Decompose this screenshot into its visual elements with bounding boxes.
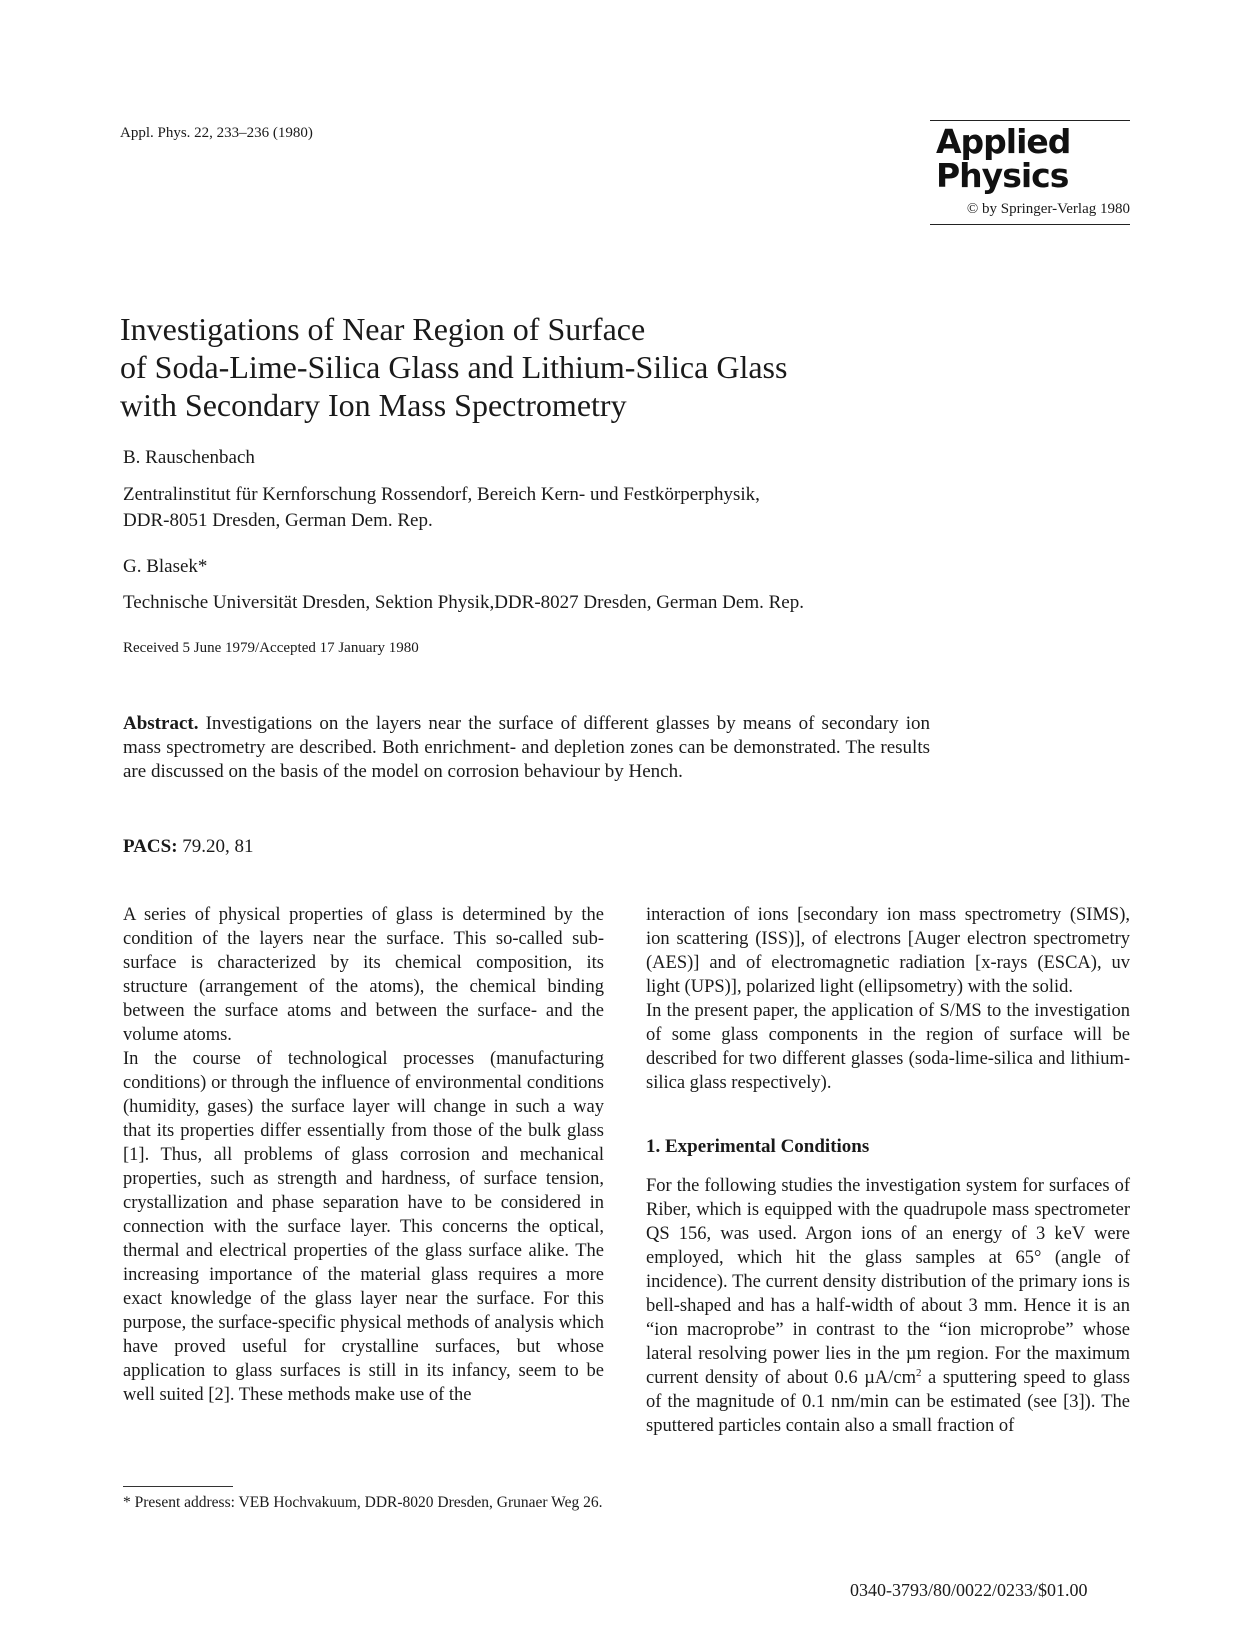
affiliation-2: Technische Universität Dresden, Sektion Physik,DDR-8027 Dresden, German Dem. Rep. xyxy=(123,592,804,613)
pacs-value: 79.20, 81 xyxy=(177,836,254,857)
footnote: * Present address: VEB Hochvakuum, DDR-8020 Dresden, Grunaer Weg 26. xyxy=(123,1494,603,1511)
title-line-3: with Secondary Ion Mass Spectrometry xyxy=(120,387,627,423)
affiliation-1-line-1: Zentralinstitut für Kernforschung Rossendorf, Bereich Kern- und Festkörperphysik, xyxy=(123,484,760,505)
body-paragraph-5 xyxy=(646,1174,1130,1438)
footnote-rule xyxy=(123,1486,233,1487)
author-1: B. Rauschenbach xyxy=(123,447,255,468)
title-line-1: Investigations of Near Region of Surface xyxy=(120,311,646,347)
body-paragraph-4: In the present paper, the application of S/MS to the investigation of some glass components in the region of surface will be described for two different glasses (soda-lime-silica and lithium-silica glass respectively). xyxy=(646,1001,1130,1093)
header-rule-bottom xyxy=(930,224,1130,225)
superscript: 2 xyxy=(916,1366,922,1379)
header-rule-top xyxy=(930,120,1130,121)
copyright-notice: © by Springer-Verlag 1980 xyxy=(966,201,1130,217)
author-2: G. Blasek* xyxy=(123,556,208,577)
journal-logo-line2: Physics xyxy=(936,156,1069,195)
section-heading: 1. Experimental Conditions xyxy=(646,1136,870,1157)
journal-logo xyxy=(936,122,1130,195)
paragraph-5-part-a: For the following studies the investigation system for surfaces of Riber, which is equipped with the quadrupole mass spectrometer QS 156, was used. Argon ions of an energy of 3 keV were employed, which hit the glass samples at 65° (angle of incidence). The current density distribution of the primary ions is bell-shaped and has a half-width of about 3 mm. Hence it is an “ion macroprobe” in contrast to the “ion microprobe” whose lateral resolving power lies in the µm region. For the maximum current density of about 0.6 µA/cm xyxy=(646,1176,1130,1388)
journal-logo-line1: Applied xyxy=(936,122,1071,161)
article-title xyxy=(120,310,1020,424)
section-heading-wrap xyxy=(646,1136,1130,1158)
right-column xyxy=(646,903,1130,1438)
paragraph-5-part-b: a sputtering speed to glass of the magnitude of 0.1 nm/min can be estimated (see [3]). The sputtered particles contain also a small fraction of xyxy=(646,1368,1130,1436)
affiliation-1 xyxy=(123,482,943,534)
pacs-codes xyxy=(123,836,254,858)
journal-header-block xyxy=(930,120,1130,225)
abstract-text: Investigations on the layers near the surface of different glasses by means of secondary ion mass spectrometry are described. Both enrichment- and depletion zones can be demonstrated. The results are discussed on the basis of the model on corrosion behaviour by Hench. xyxy=(123,713,930,782)
received-dates: Received 5 June 1979/Accepted 17 January 1980 xyxy=(123,640,419,656)
abstract-label: Abstract. xyxy=(123,713,199,734)
affiliation-1-line-2: DDR-8051 Dresden, German Dem. Rep. xyxy=(123,510,433,531)
journal-citation: Appl. Phys. 22, 233–236 (1980) xyxy=(120,125,313,141)
body-paragraph-2: In the course of technological processes (manufacturing conditions) or through the influence of environmental conditions (humidity, gases) the surface layer will change in such a way that its properties differ essentially from those of the bulk glass [1]. Thus, all problems of glass corrosion and mechanical properties, such as strength and hardness, of surface tension, crystallization and phase separation have to be considered in connection with the surface layer. This concerns the optical, thermal and electrical properties of the glass surface alike. The increasing importance of the material glass requires a more exact knowledge of the glass layer near the surface. For this purpose, the surface-specific physical methods of analysis which have proved useful for crystalline surfaces, but whose application to glass surfaces is still in its infancy, seem to be well suited [2]. These methods make use of the xyxy=(123,1049,604,1405)
article-code: 0340-3793/80/0022/0233/$01.00 xyxy=(850,1580,1088,1600)
title-line-2: of Soda-Lime-Silica Glass and Lithium-Silica Glass xyxy=(120,349,788,385)
pacs-label: PACS: xyxy=(123,836,178,857)
body-paragraph-3: interaction of ions [secondary ion mass spectrometry (SIMS), ion scattering (ISS)], of electrons [Auger electron spectrometry (AES)] and of electromagnetic radiation [x-rays (ESCA), uv light (UPS)], polarized light (ellipsometry) with the solid. xyxy=(646,905,1130,997)
left-column xyxy=(123,903,604,1407)
body-paragraph-1: A series of physical properties of glass is determined by the condition of the layers near the surface. This so-called sub-surface is characterized by its chemical composition, its structure (arrangement of the atoms), the chemical binding between the surface atoms and between the surface- and the volume atoms. xyxy=(123,905,604,1045)
abstract xyxy=(123,712,930,784)
